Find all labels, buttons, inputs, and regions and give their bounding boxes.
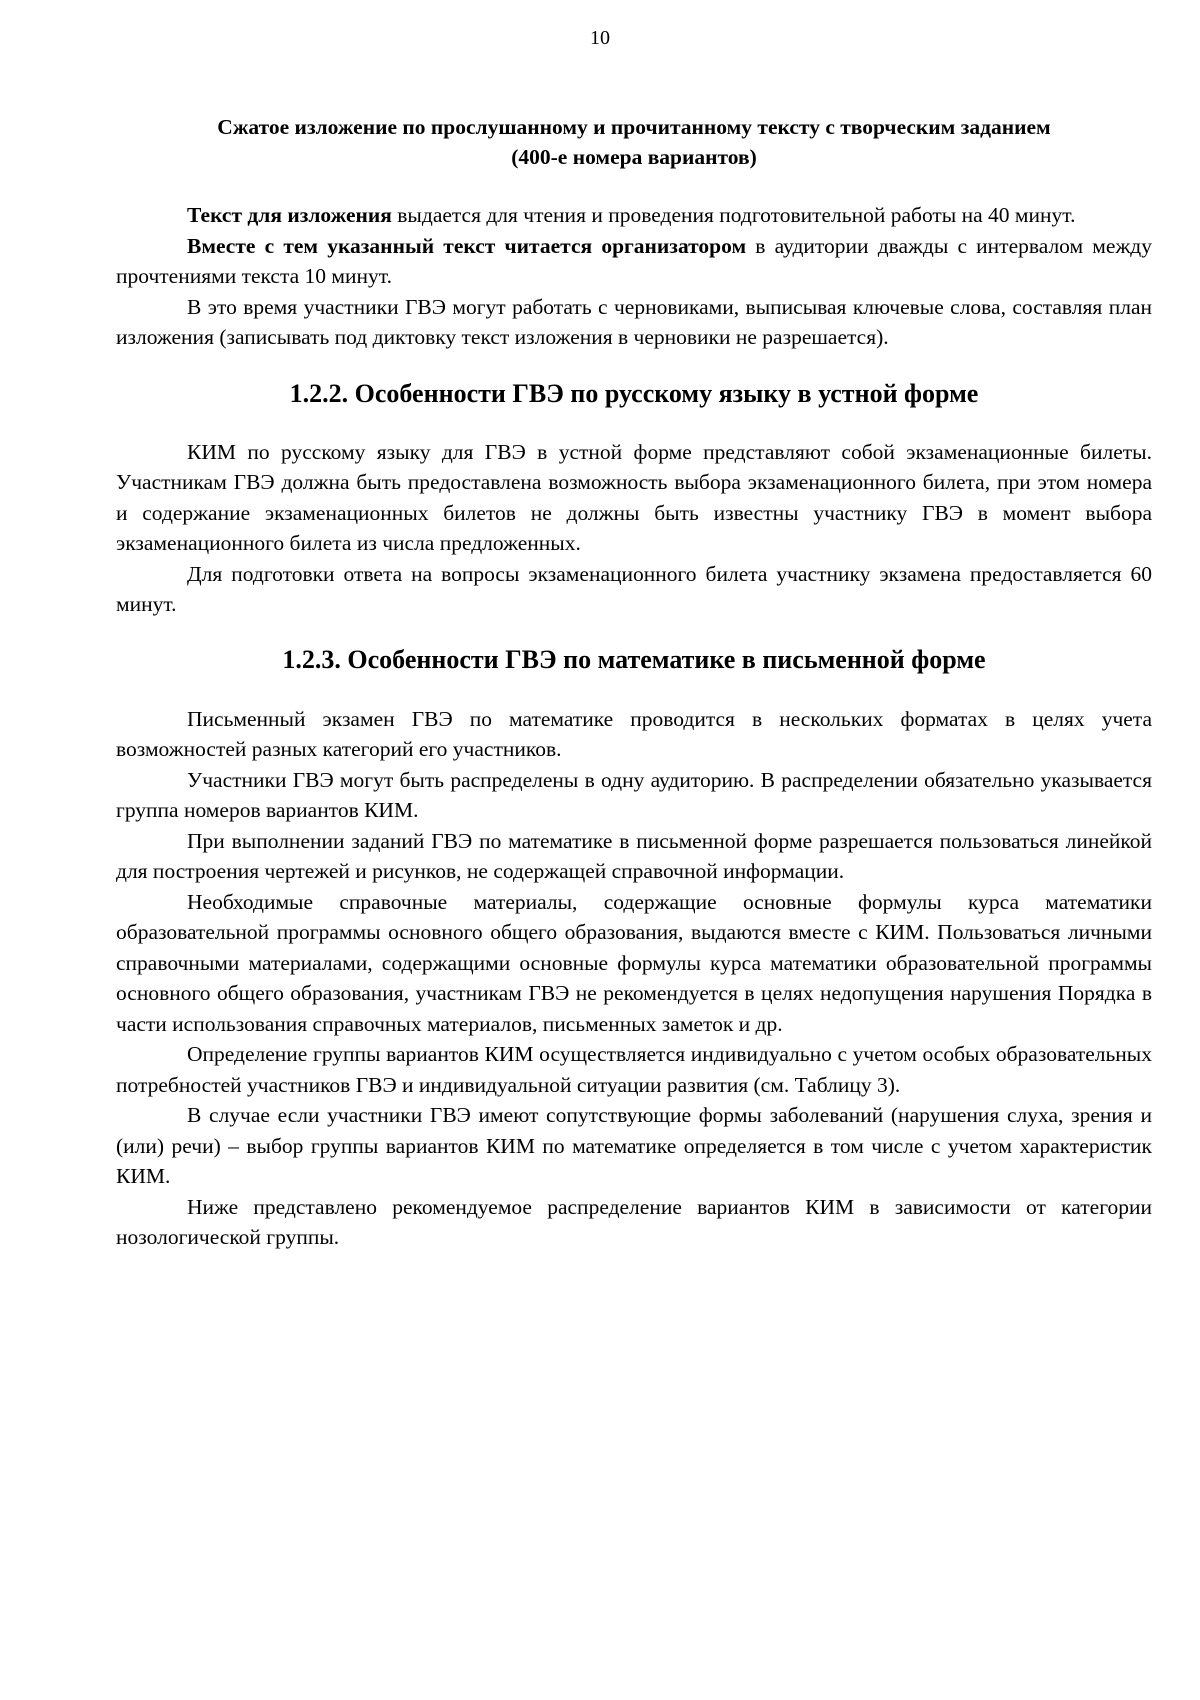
section-1-2-3-paragraph: При выполнении заданий ГВЭ по математике в письменной форме разрешается пользоваться линейкой для построения чертежей и рисунков, не содержащей справочной информации. <box>116 828 1152 883</box>
intro-paragraph-1 <box>116 200 1152 231</box>
section-1-2-3-paragraph: Ниже представлено рекомендуемое распределение вариантов КИМ в зависимости от категории нозологической группы. <box>116 1194 1152 1249</box>
section-1-2-2-paragraph: Для подготовки ответа на вопросы экзаменационного билета участнику экзамена предоставляется 60 минут. <box>116 561 1152 616</box>
intro-paragraph-1-bold: Текст для изложения <box>187 203 392 227</box>
section-1-2-3-paragraph: Письменный экзамен ГВЭ по математике проводится в нескольких форматах в целях учета возможностей разных категорий его участников. <box>116 706 1152 761</box>
document-title <box>116 112 1152 172</box>
document-title-line-2: (400-е номера вариантов) <box>511 145 757 169</box>
section-1-2-3-paragraph: Участники ГВЭ могут быть распределены в одну аудиторию. В распределении обязательно указывается группа номеров вариантов КИМ. <box>116 767 1152 822</box>
intro-paragraph-2-text: в аудитории дважды с интервалом между прочтениями текста 10 минут. <box>116 233 1152 288</box>
section-1-2-3-paragraph: Необходимые справочные материалы, содержащие основные формулы курса математики образовательной программы основного общего образования, выдаются вместе с КИМ. Пользоваться личными справочными материалами, содержащими основные формулы курса математики образовательной программы основного общего образования, участникам ГВЭ не рекомендуется в целях недопущения нарушения Порядка в части использования справочных материалов, письменных заметок и др. <box>116 889 1152 1036</box>
section-1-2-2-paragraph: КИМ по русскому языку для ГВЭ в устной форме представляют собой экзаменационные билеты. Участникам ГВЭ должна быть предоставлена возможность выбора экзаменационного билета, при этом номера и содержание экзаменационных билетов не должны быть известны участнику ГВЭ в момент выбора экзаменационного билета из числа предложенных. <box>116 439 1152 555</box>
section-heading-1-2-3: 1.2.3. Особенности ГВЭ по математике в письменной форме <box>282 644 986 674</box>
section-heading-1-2-2: 1.2.2. Особенности ГВЭ по русскому языку в устной форме <box>289 378 979 408</box>
section-1-2-3-paragraph: В случае если участники ГВЭ имеют сопутствующие формы заболеваний (нарушения слуха, зрения и (или) речи) – выбор группы вариантов КИМ по математике определяется в том числе с учетом характеристик КИМ. <box>116 1103 1152 1188</box>
document-title-line-1: Сжатое изложение по прослушанному и прочитанному тексту с творческим заданием <box>217 115 1051 139</box>
intro-paragraph-2-bold: Вместе с тем указанный текст читается организатором <box>187 233 747 258</box>
page-number: 10 <box>590 27 610 49</box>
page-content <box>116 112 1152 1253</box>
intro-paragraph-3: В это время участники ГВЭ могут работать с черновиками, выписывая ключевые слова, составляя план изложения (записывать под диктовку текст изложения в черновики не разрешается). <box>116 294 1152 349</box>
intro-paragraph-2 <box>116 231 1152 292</box>
section-1-2-3-paragraph: Определение группы вариантов КИМ осуществляется индивидуально с учетом особых образовательных потребностей участников ГВЭ и индивидуальной ситуации развития (см. Таблицу 3). <box>116 1042 1152 1097</box>
intro-paragraph-1-text: выдается для чтения и проведения подготовительной работы на 40 минут. <box>391 203 1076 227</box>
